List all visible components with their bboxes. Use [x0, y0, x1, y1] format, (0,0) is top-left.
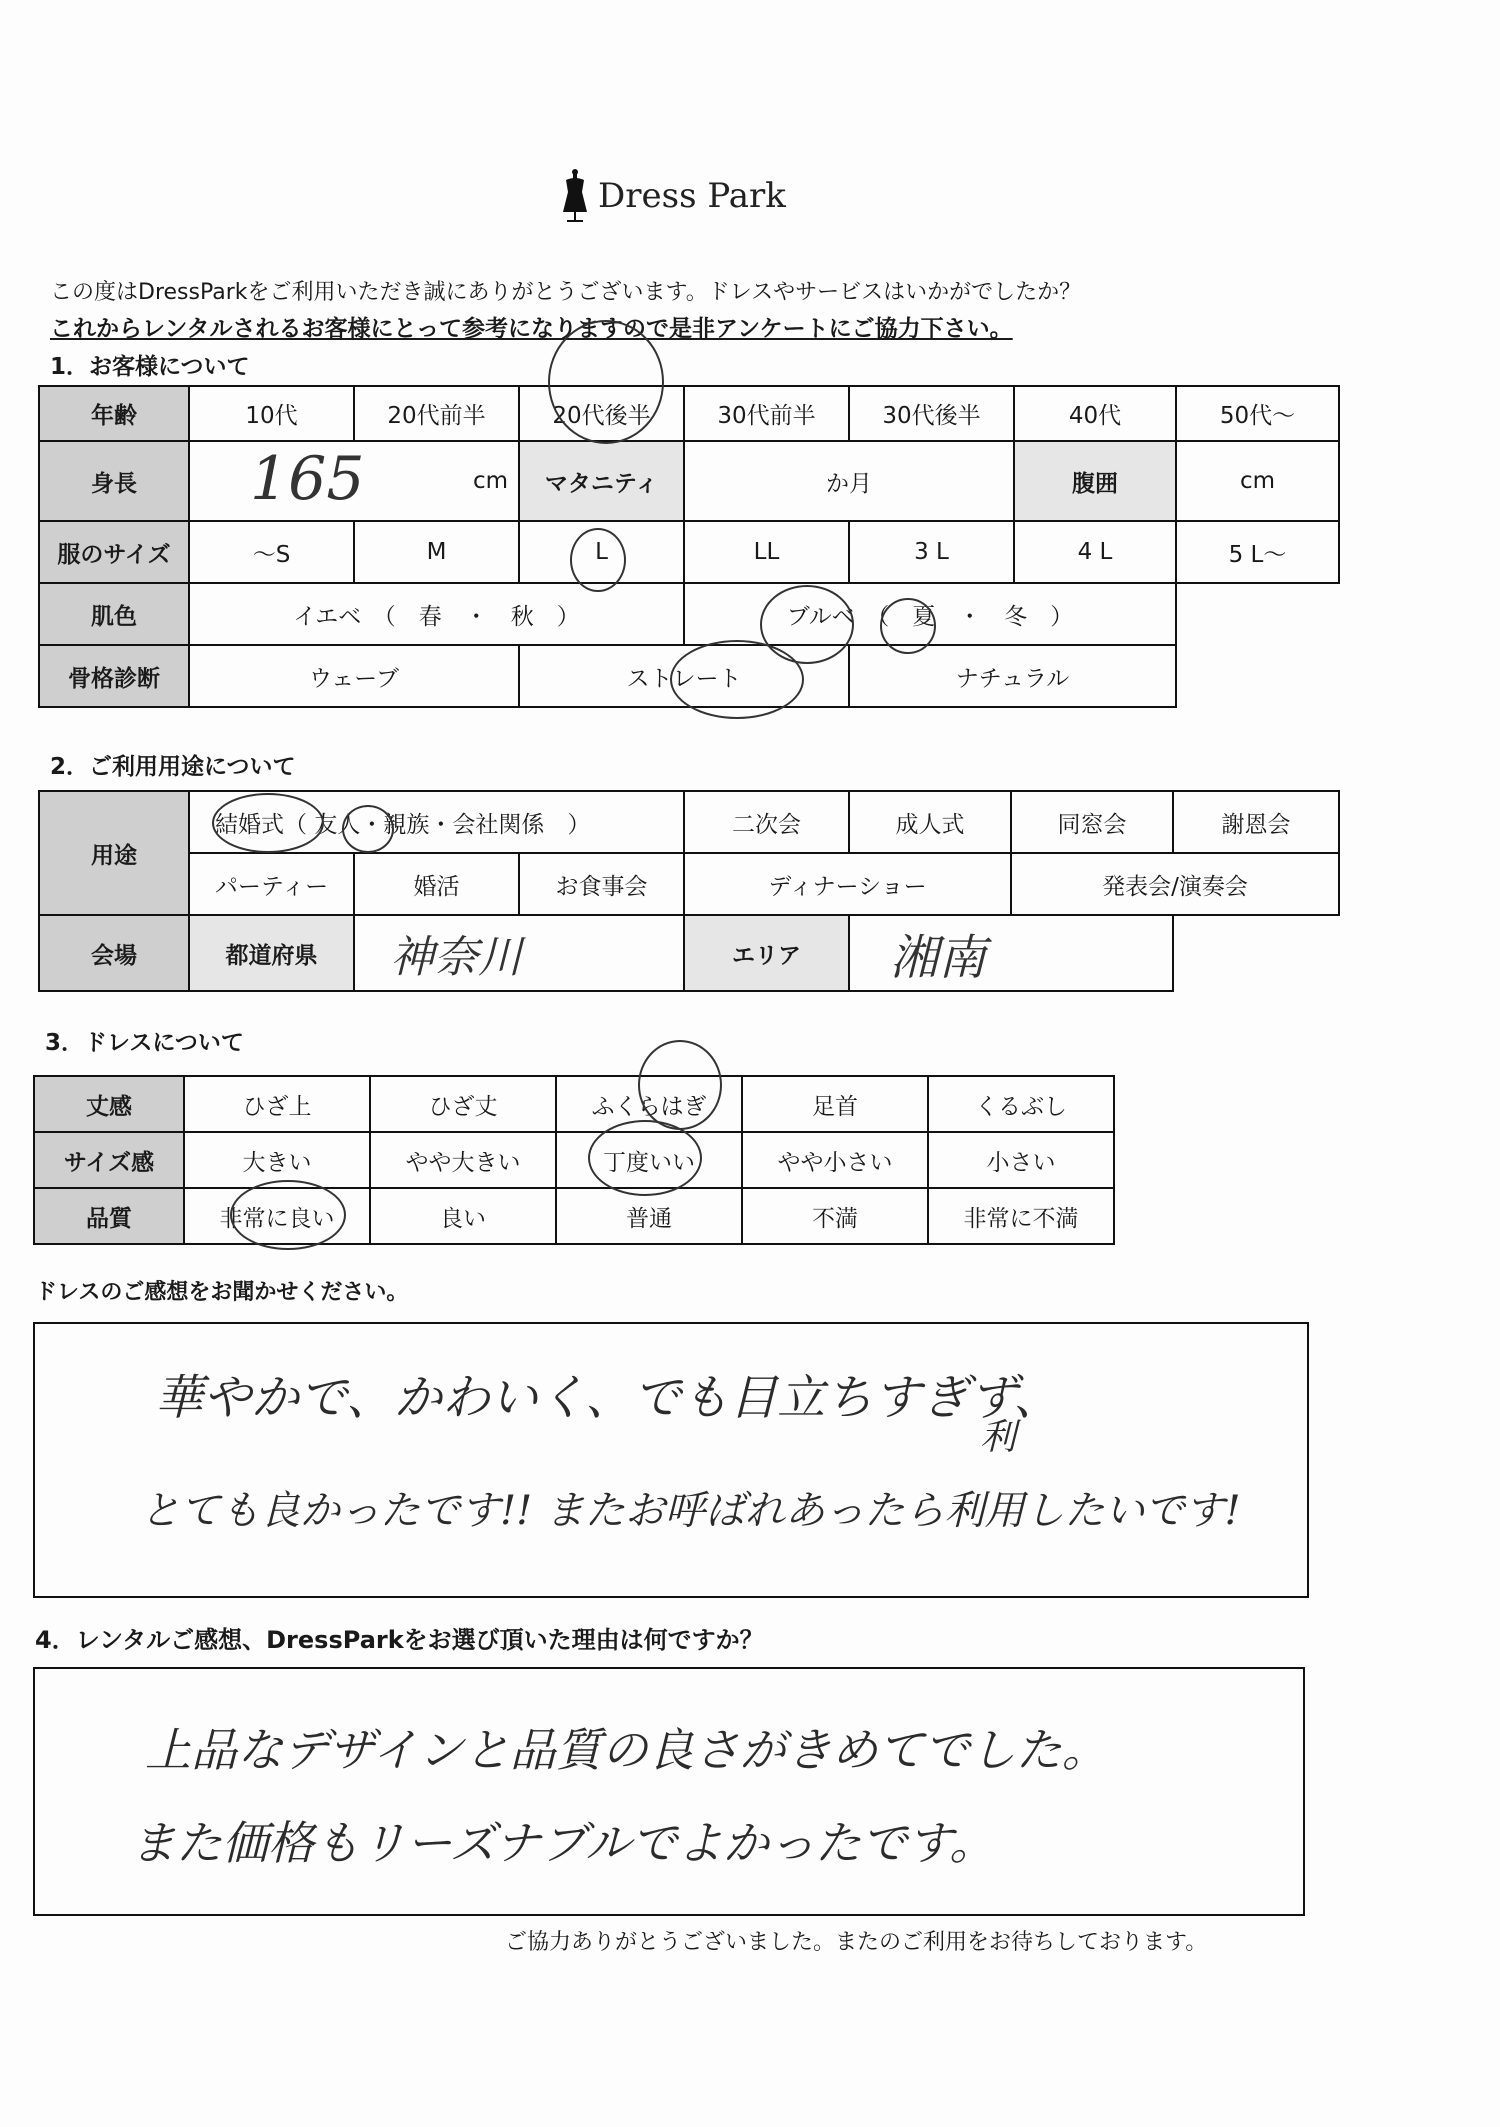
- brand-name: Dress Park: [598, 176, 786, 216]
- quality-label: 品質: [34, 1188, 184, 1244]
- friend-selection-circle: [342, 805, 394, 853]
- maternity-label: マタニティ: [519, 441, 684, 521]
- quality-option-very-dissatisfied[interactable]: 非常に不満: [928, 1188, 1114, 1244]
- size-option-m[interactable]: M: [354, 521, 519, 583]
- brand-logo: [560, 168, 786, 224]
- skin-summer-circle: [880, 598, 936, 654]
- area-value: 湘南: [890, 929, 987, 986]
- intro-line-1: この度はDressParkをご利用いただき誠にありがとうございます。ドレスやサービスはいかがでしたか？: [50, 280, 1082, 305]
- purpose-wedding-label: 結婚式（: [215, 811, 307, 838]
- purpose-option-coming-of-age[interactable]: 成人式: [849, 791, 1011, 853]
- area-label: エリア: [684, 915, 849, 991]
- fit-selection-circle: [588, 1120, 702, 1196]
- height-unit: cm: [472, 468, 508, 494]
- purpose-option-dinner-show[interactable]: ディナーショー: [684, 853, 1011, 915]
- waist-unit: cm: [1239, 468, 1276, 494]
- age-selection-circle: [548, 320, 664, 444]
- impressions-prompt: ドレスのご感想をお聞かせください。: [35, 1280, 409, 1305]
- age-label: 年齢: [39, 386, 189, 441]
- size-selection-circle: [570, 528, 626, 592]
- venue-label: 会場: [39, 915, 189, 991]
- waist-field[interactable]: [1176, 441, 1339, 521]
- quality-option-average[interactable]: 普通: [556, 1188, 742, 1244]
- purpose-label: 用途: [39, 791, 189, 915]
- length-option-above-knee[interactable]: ひざ上: [184, 1076, 370, 1132]
- age-option-40s[interactable]: 40代: [1014, 386, 1176, 441]
- impressions-line-1: 華やかで、かわいく、でも目立ちすぎず、: [155, 1370, 1062, 1426]
- intro-line-2: これからレンタルされるお客様にとって参考になりますので是非アンケートにご協力下さい。: [50, 316, 1013, 342]
- skin-yellow-option[interactable]: イエベ （ 春 ・ 秋 ）: [189, 583, 684, 645]
- prefecture-field[interactable]: [354, 915, 684, 991]
- height-label: 身長: [39, 441, 189, 521]
- prefecture-label: 都道府県: [189, 915, 354, 991]
- fit-option-slightly-small[interactable]: やや小さい: [742, 1132, 928, 1188]
- height-value: 165: [250, 444, 365, 514]
- length-label: 丈感: [34, 1076, 184, 1132]
- skin-blue-option[interactable]: ブルベ （ 夏 ・ 冬 ）: [684, 583, 1176, 645]
- purpose-option-recital[interactable]: 発表会/演奏会: [1011, 853, 1339, 915]
- purpose-option-reunion[interactable]: 同窓会: [1011, 791, 1173, 853]
- length-option-malleolus[interactable]: くるぶし: [928, 1076, 1114, 1132]
- fit-option-small[interactable]: 小さい: [928, 1132, 1114, 1188]
- dress-table: [33, 1075, 1115, 1245]
- area-field[interactable]: [849, 915, 1173, 991]
- fit-option-just-right[interactable]: 丁度いい: [556, 1132, 742, 1188]
- skin-label: 肌色: [39, 583, 189, 645]
- footer-thanks: ご協力ありがとうございました。またのご利用をお待ちしております。: [505, 1930, 1208, 1955]
- purpose-option-thanks-party[interactable]: 謝恩会: [1173, 791, 1339, 853]
- section2-title: 2．ご利用用途について: [50, 754, 296, 780]
- purpose-option-party[interactable]: パーティー: [189, 853, 354, 915]
- purpose-wedding-detail: 友人・親族・会社関係 ）: [314, 811, 591, 838]
- age-option-30s-late[interactable]: 30代後半: [849, 386, 1014, 441]
- purpose-option-dinner[interactable]: お食事会: [519, 853, 684, 915]
- size-option-s[interactable]: ～S: [189, 521, 354, 583]
- age-option-20s-early[interactable]: 20代前半: [354, 386, 519, 441]
- size-option-4l[interactable]: 4 L: [1014, 521, 1176, 583]
- dress-form-icon: [560, 168, 590, 224]
- quality-option-good[interactable]: 良い: [370, 1188, 556, 1244]
- maternity-field[interactable]: [684, 441, 1014, 521]
- bone-option-natural[interactable]: ナチュラル: [849, 645, 1176, 707]
- purpose-option-afterparty[interactable]: 二次会: [684, 791, 849, 853]
- section3-title: 3．ドレスについて: [45, 1030, 244, 1056]
- section1-title: 1．お客様について: [50, 354, 250, 380]
- quality-option-very-good[interactable]: 非常に良い: [184, 1188, 370, 1244]
- purpose-option-konkatsu[interactable]: 婚活: [354, 853, 519, 915]
- age-option-50s[interactable]: 50代～: [1176, 386, 1339, 441]
- length-option-calf[interactable]: ふくらはぎ: [556, 1076, 742, 1132]
- height-field[interactable]: [189, 441, 519, 521]
- length-selection-circle: [638, 1040, 722, 1130]
- section4-title: 4．レンタルご感想、DressParkをお選び頂いた理由は何ですか？: [35, 1626, 764, 1654]
- quality-option-dissatisfied[interactable]: 不満: [742, 1188, 928, 1244]
- waist-label: 腹囲: [1014, 441, 1176, 521]
- wedding-selection-circle: [212, 793, 324, 853]
- impressions-box[interactable]: [33, 1322, 1309, 1598]
- size-option-ll[interactable]: LL: [684, 521, 849, 583]
- impressions-line-2: とても良かったです!! またお呼ばれあったら利用したいです!: [140, 1488, 1241, 1534]
- length-option-ankle[interactable]: 足首: [742, 1076, 928, 1132]
- age-option-30s-early[interactable]: 30代前半: [684, 386, 849, 441]
- quality-selection-circle: [230, 1180, 346, 1250]
- impressions-correction: 利: [980, 1417, 1017, 1458]
- size-label: 服のサイズ: [39, 521, 189, 583]
- reason-line-1: 上品なデザインと品質の良さがきめてでした。: [145, 1723, 1108, 1777]
- bone-option-straight[interactable]: ストレート: [519, 645, 849, 707]
- bone-option-wave[interactable]: ウェーブ: [189, 645, 519, 707]
- size-option-3l[interactable]: 3 L: [849, 521, 1014, 583]
- size-option-l[interactable]: L: [519, 521, 684, 583]
- reason-box[interactable]: [33, 1667, 1305, 1916]
- age-option-10s[interactable]: 10代: [189, 386, 354, 441]
- length-option-knee[interactable]: ひざ丈: [370, 1076, 556, 1132]
- size-option-5l[interactable]: 5 L～: [1176, 521, 1339, 583]
- fit-option-slightly-large[interactable]: やや大きい: [370, 1132, 556, 1188]
- bone-selection-circle: [670, 640, 804, 719]
- maternity-month-unit: か月: [826, 470, 872, 497]
- fit-label: サイズ感: [34, 1132, 184, 1188]
- reason-line-2: また価格もリーズナブルでよかったです。: [130, 1816, 996, 1870]
- prefecture-value: 神奈川: [390, 932, 522, 983]
- bone-label: 骨格診断: [39, 645, 189, 707]
- age-option-20s-late[interactable]: 20代後半: [519, 386, 684, 441]
- fit-option-large[interactable]: 大きい: [184, 1132, 370, 1188]
